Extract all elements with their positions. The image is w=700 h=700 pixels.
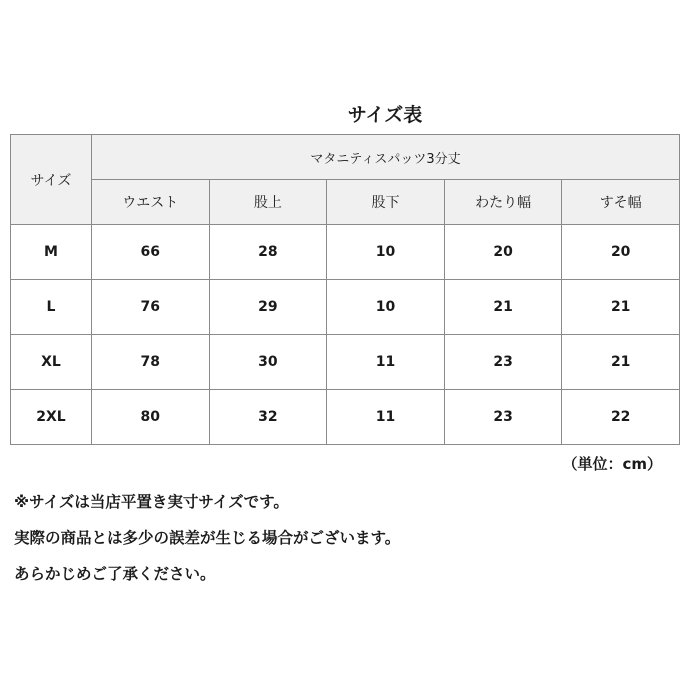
column-header-rise: 股上 <box>209 180 327 225</box>
column-header-thigh: わたり幅 <box>444 180 562 225</box>
unit-label: （単位：cm） <box>562 455 662 473</box>
table-cell: 20 <box>444 225 562 280</box>
size-label: XL <box>11 335 92 390</box>
note-line: 実際の商品とは多少の誤差が生じる場合がございます。 <box>14 529 401 547</box>
size-table <box>10 134 680 445</box>
table-cell: 29 <box>209 280 327 335</box>
table-row <box>11 225 680 280</box>
table-cell: 32 <box>209 390 327 445</box>
table-cell: 66 <box>92 225 210 280</box>
table-cell: 10 <box>327 280 445 335</box>
table-row <box>11 280 680 335</box>
table-cell: 78 <box>92 335 210 390</box>
table-cell: 30 <box>209 335 327 390</box>
table-header-row <box>11 135 680 180</box>
size-column-header: サイズ <box>11 135 92 225</box>
table-cell: 80 <box>92 390 210 445</box>
column-header-inseam: 股下 <box>327 180 445 225</box>
size-label: M <box>11 225 92 280</box>
note-line: あらかじめご了承ください。 <box>14 565 216 583</box>
table-cell: 21 <box>562 335 680 390</box>
product-name-header: マタニティスパッツ3分丈 <box>92 135 680 180</box>
size-label: 2XL <box>11 390 92 445</box>
size-label: L <box>11 280 92 335</box>
note-line: ※サイズは当店平置き実寸サイズです。 <box>14 493 289 511</box>
notes <box>14 484 400 592</box>
table-cell: 11 <box>327 335 445 390</box>
page-title: サイズ表 <box>347 104 423 126</box>
table-cell: 76 <box>92 280 210 335</box>
column-header-waist: ウエスト <box>92 180 210 225</box>
table-cell: 22 <box>562 390 680 445</box>
column-header-hem: すそ幅 <box>562 180 680 225</box>
table-cell: 11 <box>327 390 445 445</box>
table-column-header-row <box>11 180 680 225</box>
table-row <box>11 390 680 445</box>
table-cell: 21 <box>444 280 562 335</box>
table-cell: 20 <box>562 225 680 280</box>
table-cell: 21 <box>562 280 680 335</box>
table-cell: 23 <box>444 335 562 390</box>
table-cell: 10 <box>327 225 445 280</box>
table-row <box>11 335 680 390</box>
table-cell: 28 <box>209 225 327 280</box>
table-cell: 23 <box>444 390 562 445</box>
